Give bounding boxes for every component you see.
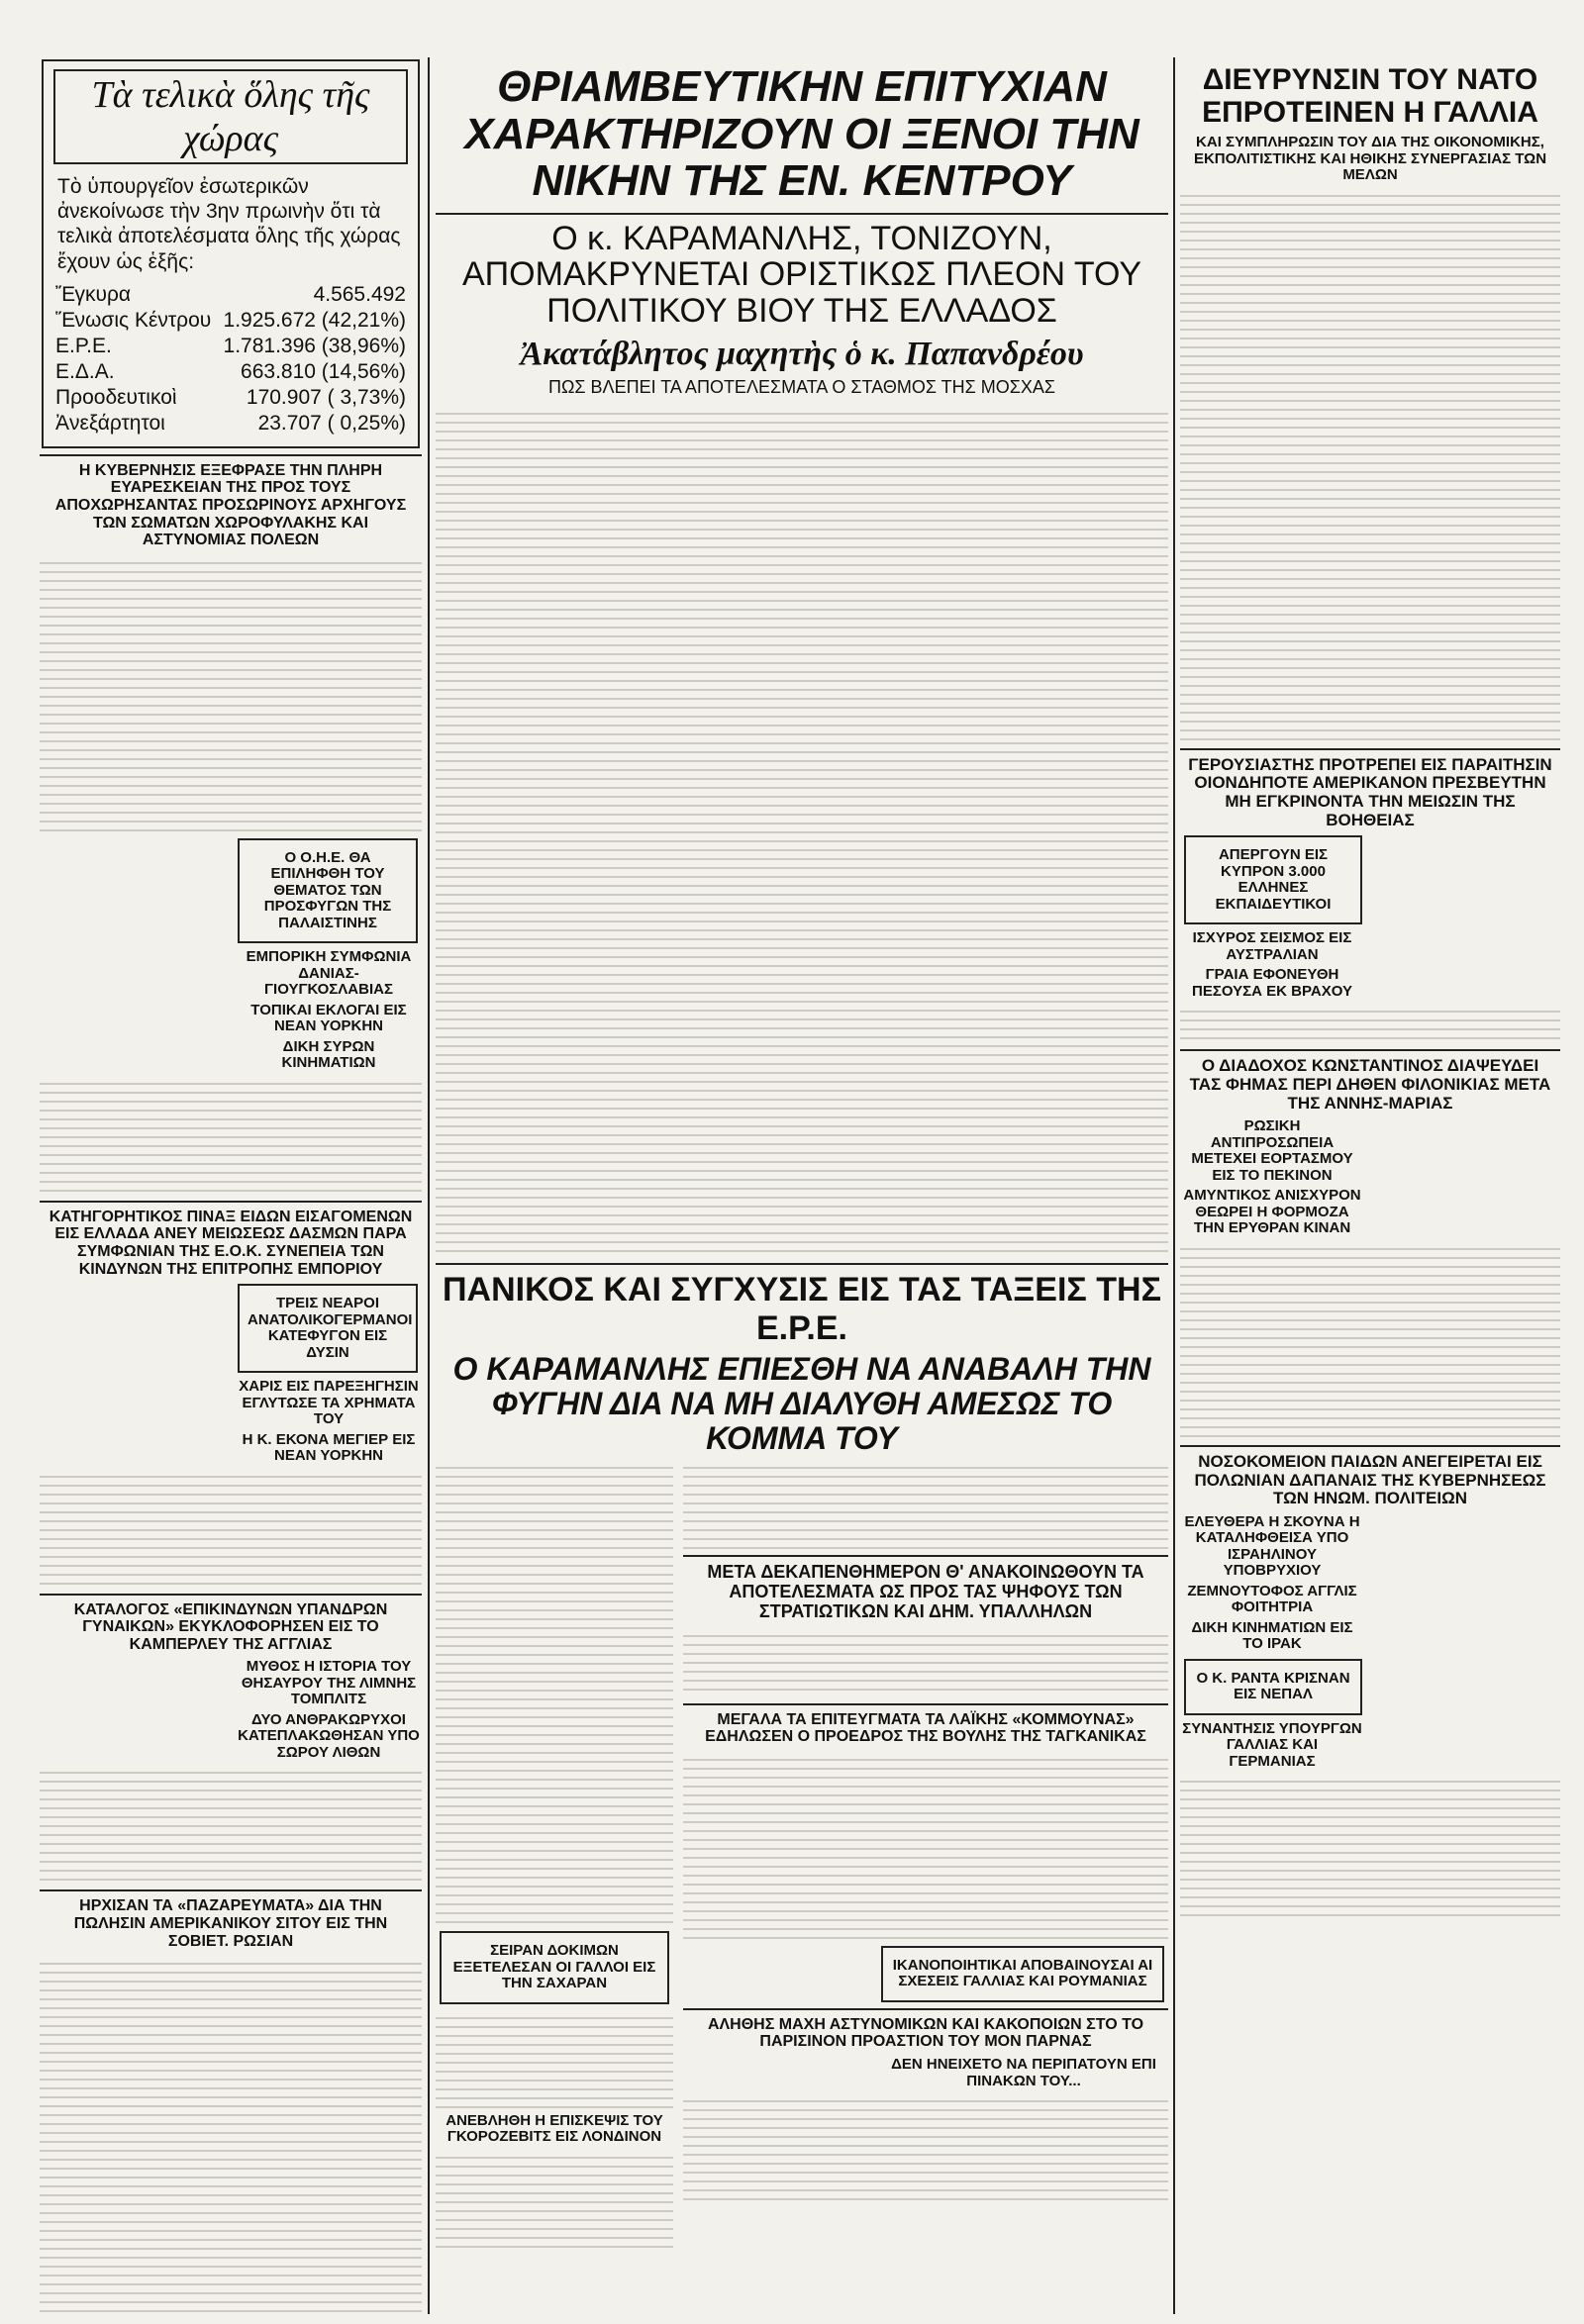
headline-oie: Ο Ο.Η.Ε. ΘΑ ΕΠΙΛΗΦΘΗ ΤΟΥ ΘΕΜΑΤΟΣ ΤΩΝ ΠΡΟΣΦΥΓΩΝ ΤΗΣ ΠΑΛΑΙΣΤΙΝΗΣ	[263, 848, 392, 931]
headline-ikanopoiitikai: ΙΚΑΝΟΠΟΙΗΤΙΚΑΙ ΑΠΟΒΑΙΝΟΥΣΑΙ ΑΙ ΣΧΕΣΕΙΣ ΓΑΛΛΙΑΣ ΚΑΙ ΡΟΥΜΑΝΙΑΣ	[892, 1956, 1153, 1990]
headline-parnas: ΑΛΗΘΗΣ ΜΑΧΗ ΑΣΤΥΝΟΜΙΚΩΝ ΚΑΙ ΚΑΚΟΠΟΙΩΝ ΣΤΟ ΤΟ ΠΑΡΙΣΙΝΟΝ ΠΡΟΑΣΤΙΟΝ ΤΟΥ ΜΟΝ ΠΑΡΝΑΣ	[707, 2015, 1144, 2051]
results-value: 663.810 (14,56%)	[241, 359, 406, 383]
box-oie	[238, 838, 418, 944]
right-column	[1180, 57, 1560, 2314]
box-treis	[238, 1284, 418, 1373]
results-intro: Τὸ ὑπουργεῖον ἐσωτερικῶν ἀνεκοίνωσε τὴν 3ην πρωινὴν ὅτι τὰ τελικὰ ἀποτελέσματα ὅλης τῆς χώρας ἔχουν ὡς ἑξῆς:	[57, 175, 401, 273]
headline-zemnoy: ΖΕΜΝΟΥΤΟΦΟΣ ΑΓΓΛΙΣ ΦΟΙΤΗΤΡΙΑ	[1187, 1582, 1357, 1616]
results-label: Ἔγκυρα	[55, 282, 132, 306]
headline-treis: ΤΡΕΙΣ ΝΕΑΡΟΙ ΑΝΑΤΟΛΙΚΟΓΕΡΜΑΝΟΙ ΚΑΤΕΦΥΓΟΝ ΕΙΣ ΔΥΣΙΝ	[248, 1295, 413, 1361]
article-body-placeholder	[683, 1628, 1168, 1697]
article-body-placeholder	[436, 406, 1168, 1257]
results-label: Ε.Ρ.Ε.	[55, 334, 112, 357]
mid-section	[436, 1460, 1168, 2249]
results-box	[42, 59, 420, 448]
divider	[436, 213, 1168, 215]
headline-mythos: ΜΥΘΟΣ Η ΙΣΤΟΡΙΑ ΤΟΥ ΘΗΣΑΥΡΟΥ ΤΗΣ ΛΙΜΝΗΣ ΤΟΜΠΛΙΤΣ	[241, 1658, 417, 1708]
headline-apergoun: ΑΠΕΡΓΟΥΝ ΕΙΣ ΚΥΠΡΟΝ 3.000 ΕΛΛΗΝΕΣ ΕΚΠΑΙΔΕΥΤΙΚΟΙ	[1215, 846, 1332, 913]
results-label: Προοδευτικοὶ	[55, 385, 177, 409]
results-row	[53, 359, 408, 385]
headline-amyntikos: ΑΜΥΝΤΙΚΟΣ ΑΝΙΣΧΥΡΟΝ ΘΕΩΡΕΙ Η ΦΟΡΜΟΖΑ ΤΗΝ ΕΡΥΘΡΑΝ ΚΙΝΑΝ	[1183, 1187, 1361, 1237]
results-row	[53, 385, 408, 411]
results-table	[53, 282, 408, 436]
results-value: 1.781.396 (38,96%)	[223, 334, 406, 357]
headline-randa: Ο Κ. ΡΑΝΤΑ ΚΡΙΣΝΑΝ ΕΙΣ ΝΕΠΑΛ	[1196, 1669, 1350, 1703]
mid-headline-2: Ο ΚΑΡΑΜΑΝΛΗΣ ΕΠΙΕΣΘΗ ΝΑ ΑΝΑΒΑΛΗ ΤΗΝ ΦΥΓΗΝ ΔΙΑ ΝΑ ΜΗ ΔΙΑΛΥΘΗ ΑΜΕΣΩΣ ΤΟ ΚΟΜΜΑ ΤΟΥ	[452, 1350, 1151, 1457]
center-column	[436, 57, 1168, 2314]
main-subhead: Ο κ. ΚΑΡΑΜΑΝΛΗΣ, ΤΟΝΙΖΟΥΝ, ΑΠΟΜΑΚΡΥΝΕΤΑΙ ΟΡΙΣΤΙΚΩΣ ΠΛΕΟΝ ΤΟΥ ΠΟΛΙΤΙΚΟΥ ΒΙΟΥ ΤΗΣ ΕΛΛΑΔΟΣ	[461, 219, 1142, 330]
mid-left-column	[436, 1460, 673, 2249]
divider	[40, 1889, 422, 1891]
left-column	[40, 59, 422, 2316]
headline-nosokomeion: ΝΟΣΟΚΟΜΕΙΟΝ ΠΑΙΔΩΝ ΑΝΕΓΕΙΡΕΤΑΙ ΕΙΣ ΠΟΛΩΝΙΑΝ ΔΑΠΑΝΑΙΣ ΤΗΣ ΚΥΒΕΡΝΗΣΕΩΣ ΤΩΝ ΗΝΩΜ. ΠΟΛΙΤΕΙΩΝ	[1194, 1451, 1546, 1508]
headline-eleythera: ΕΛΕΥΘΕΡΑ Η ΣΚΟΥΝΑ Η ΚΑΤΑΛΗΦΘΕΙΣΑ ΥΠΟ ΙΣΡΑΗΛΙΝΟΥ ΥΠΟΒΡΥΧΙΟΥ	[1184, 1512, 1360, 1580]
nato-headline: ΔΙΕΥΡΥΝΣΙΝ ΤΟΥ ΝΑΤΟ ΕΠΡΟΤΕΙΝΕΝ Η ΓΑΛΛΙΑ	[1202, 63, 1538, 129]
headline-isxyros: ΙΣΧΥΡΟΣ ΣΕΙΣΜΟΣ ΕΙΣ ΑΥΣΤΡΑΛΙΑΝ	[1192, 929, 1352, 963]
results-value: 1.925.672 (42,21%)	[223, 308, 406, 332]
article-body-placeholder	[1180, 1004, 1560, 1043]
divider	[40, 454, 422, 456]
article-body-placeholder	[1180, 1774, 1560, 1922]
article-body-placeholder	[40, 1956, 422, 2316]
headline-seiran: ΣΕΙΡΑΝ ΔΟΚΙΜΩΝ ΕΞΕΤΕΛΕΣΑΝ ΟΙ ΓΑΛΛΟΙ ΕΙΣ ΤΗΝ ΣΑΧΑΡΑΝ	[452, 1942, 656, 1992]
mid-right-column	[683, 1460, 1168, 2249]
article-body-placeholder	[436, 1460, 673, 1925]
headline-ekona: Η Κ. ΕΚΟΝΑ ΜΕΓΙΕΡ ΕΙΣ ΝΕΑΝ ΥΟΡΚΗΝ	[242, 1430, 416, 1465]
nato-subhead: ΚΑΙ ΣΥΜΠΛΗΡΩΣΙΝ ΤΟΥ ΔΙΑ ΤΗΣ ΟΙΚΟΝΟΜΙΚΗΣ, ΕΚΠΟΛΙΤΙΣΤΙΚΗΣ ΚΑΙ ΗΘΙΚΗΣ ΣΥΝΕΡΓΑΣΙΑΣ ΤΩΝ ΜΕΛΩΝ	[1193, 134, 1547, 183]
headline-xaris: ΧΑΡΙΣ ΕΙΣ ΠΑΡΕΞΗΓΗΣΙΝ ΕΓΛΥΤΩΣΕ ΤΑ ΧΡΗΜΑΤΑ ΤΟΥ	[239, 1378, 419, 1428]
results-row	[53, 282, 408, 308]
headline-den-ineixeto: ΔΕΝ ΗΝΕΙΧΕΤΟ ΝΑ ΠΕΡΙΠΑΤΟΥΝ ΕΠΙ ΠΙΝΑΚΩΝ ΤΟΥ...	[891, 2056, 1156, 2089]
headline-diki-irak: ΔΙΚΗ ΚΙΝΗΜΑΤΙΩΝ ΕΙΣ ΤΟ ΙΡΑΚ	[1191, 1618, 1353, 1653]
headline-topikai: ΤΟΠΙΚΑΙ ΕΚΛΟΓΑΙ ΕΙΣ ΝΕΑΝ ΥΟΡΚΗΝ	[250, 1001, 407, 1035]
headline-diki: ΔΙΚΗ ΣΥΡΩΝ ΚΙΝΗΜΑΤΙΩΝ	[281, 1037, 376, 1072]
results-label: Ἀνεξάρτητοι	[55, 411, 165, 435]
divider	[40, 1594, 422, 1596]
divider	[1180, 1049, 1560, 1051]
headline-irexian: ΗΡΧΙΣΑΝ ΤΑ «ΠΑΖΑΡΕΥΜΑΤΑ» ΔΙΑ ΤΗΝ ΠΩΛΗΣΙΝ ΑΜΕΡΙΚΑΝΙΚΟΥ ΣΙΤΟΥ ΕΙΣ ΤΗΝ ΣΟΒΙΕΤ. ΡΩΣΙΑΝ	[73, 1897, 388, 1950]
results-row	[53, 308, 408, 334]
article-body-placeholder	[1180, 1241, 1560, 1439]
headline-anevlithi: ΑΝΕΒΛΗΘΗ Η ΕΠΙΣΚΕΨΙΣ ΤΟΥ ΓΚΟΡΟΖΕΒΙΤΣ ΕΙΣ ΛΟΝΔΙΝΟΝ	[446, 2111, 663, 2146]
results-label: Ἕνωσις Κέντρου	[55, 308, 212, 332]
divider	[683, 1555, 1168, 1557]
article-body-placeholder	[436, 2010, 673, 2109]
main-headline: ΘΡΙΑΜΒΕΥΤΙΚΗΝ ΕΠΙΤΥΧΙΑΝ ΧΑΡΑΚΤΗΡΙΖΟΥΝ ΟΙ ΞΕΝΟΙ ΤΗΝ ΝΙΚΗΝ ΤΗΣ ΕΝ. ΚΕΝΤΡΟΥ	[464, 62, 1139, 206]
article-body-placeholder	[436, 2150, 673, 2249]
box-apergoun	[1184, 835, 1362, 924]
divider	[436, 1263, 1168, 1265]
headline-deka: ΜΕΤΑ ΔΕΚΑΠΕΝΘΗΜΕΡΟΝ Θ' ΑΝΑΚΟΙΝΩΘΟΥΝ ΤΑ ΑΠΟΤΕΛΕΣΜΑΤΑ ΩΣ ΠΡΟΣ ΤΑΣ ΨΗΦΟΥΣ ΤΩΝ ΣΤΡΑΤΙΩΤΙΚΩΝ ΚΑΙ ΔΗΜ. ΥΠΑΛΛΗΛΩΝ	[707, 1562, 1144, 1621]
article-body-placeholder	[40, 1469, 422, 1588]
article-body-placeholder	[683, 2093, 1168, 2202]
divider	[683, 1703, 1168, 1705]
results-row	[53, 411, 408, 436]
headline-katalogos: ΚΑΤΑΛΟΓΟΣ «ΕΠΙΚΙΝΔΥΝΩΝ ΥΠΑΝΔΡΩΝ ΓΥΝΑΙΚΩΝ» ΕΚΥΚΛΟΦΟΡΗΣΕΝ ΕΙΣ ΤΟ ΚΑΜΠΕΡΛΕΥ ΤΗΣ ΑΓΓΛΙΑΣ	[73, 1600, 388, 1653]
article-body-placeholder	[40, 1765, 422, 1884]
headline-kyvernisis: Η ΚΥΒΕΡΝΗΣΙΣ ΕΞΕΦΡΑΣΕ ΤΗΝ ΠΛΗΡΗ ΕΥΑΡΕΣΚΕΙΑΝ ΤΗΣ ΠΡΟΣ ΤΟΥΣ ΑΠΟΧΩΡΗΣΑΝΤΑΣ ΠΡΟΣΩΡΙΝΟΥΣ ΑΡΧΗΓΟΥΣ ΤΩΝ ΣΩΜΑΤΩΝ ΧΩΡΟΦΥΛΑΚΗΣ ΚΑΙ ΑΣΤΥΝΟΜΙΑΣ ΠΟΛΕΩΝ	[54, 461, 407, 549]
headline-katigoriti: ΚΑΤΗΓΟΡΗΤΙΚΟΣ ΠΙΝΑΞ ΕΙΔΩΝ ΕΙΣΑΓΟΜΕΝΩΝ ΕΙΣ ΕΛΛΑΔΑ ΑΝΕΥ ΜΕΙΩΣΕΩΣ ΔΑΣΜΩΝ ΠΑΡΑ ΣΥΜΦΩΝΙΑΝ ΤΗΣ Ε.Ο.Κ. ΣΥΝΕΠΕΙΑ ΤΩΝ ΚΙΝΔΥΝΩΝ ΤΗΣ ΕΠΙΤΡΟΠΗΣ ΕΜΠΟΡΙΟΥ	[49, 1208, 413, 1278]
results-value: 4.565.492	[313, 282, 406, 306]
moscow-headline: ΠΩΣ ΒΛΕΠΕΙ ΤΑ ΑΠΟΤΕΛΕΣΜΑΤΑ Ο ΣΤΑΘΜΟΣ ΤΗΣ ΜΟΣΧΑΣ	[547, 376, 1056, 397]
headline-rosiki: ΡΩΣΙΚΗ ΑΝΤΙΠΡΟΣΩΠΕΙΑ ΜΕΤΕΧΕΙ ΕΟΡΤΑΣΜΟΥ ΕΙΣ ΤΟ ΠΕΚΙΝΟΝ	[1191, 1117, 1353, 1184]
divider	[1180, 748, 1560, 750]
box-randa	[1184, 1659, 1362, 1715]
headline-synantisis: ΣΥΝΑΝΤΗΣΙΣ ΥΠΟΥΡΓΩΝ ΓΑΛΛΙΑΣ ΚΑΙ ΓΕΡΜΑΝΙΑΣ	[1182, 1719, 1362, 1770]
article-body-placeholder	[1180, 188, 1560, 742]
article-body-placeholder	[683, 1752, 1168, 1940]
headline-graia: ΓΡΑΙΑ ΕΦΟΝΕΥΘΗ ΠΕΣΟΥΣΑ ΕΚ ΒΡΑΧΟΥ	[1192, 966, 1352, 1000]
results-label: Ε.Δ.Α.	[55, 359, 115, 383]
column-rule	[1173, 57, 1175, 2314]
results-title: Τὰ τελικὰ ὅλης τῆς χώρας	[53, 69, 408, 164]
article-body-placeholder	[683, 1460, 1168, 1549]
headline-emporiki: ΕΜΠΟΡΙΚΗ ΣΥΜΦΩΝΙΑ ΔΑΝΙΑΣ-ΓΙΟΥΓΚΟΣΛΑΒΙΑΣ	[246, 948, 412, 999]
article-body-placeholder	[40, 1076, 422, 1195]
results-row	[53, 334, 408, 359]
results-value: 23.707 ( 0,25%)	[257, 411, 406, 435]
results-value: 170.907 ( 3,73%)	[246, 385, 406, 409]
mid-headline: ΠΑΝΙΚΟΣ ΚΑΙ ΣΥΓΧΥΣΙΣ ΕΙΣ ΤΑΣ ΤΑΞΕΙΣ ΤΗΣ Ε.Ρ.Ε.	[443, 1270, 1161, 1347]
divider	[40, 1201, 422, 1203]
article-body-placeholder	[40, 555, 422, 832]
divider	[1180, 1445, 1560, 1447]
headline-gerousiastis: ΓΕΡΟΥΣΙΑΣΤΗΣ ΠΡΟΤΡΕΠΕΙ ΕΙΣ ΠΑΡΑΙΤΗΣΙΝ ΟΙΟΝΔΗΠΟΤΕ ΑΜΕΡΙΚΑΝΟΝ ΠΡΕΣΒΕΥΤΗΝ ΜΗ ΕΓΚΡΙΝΟΝΤΑ ΤΗΝ ΜΕΙΩΣΙΝ ΤΗΣ ΒΟΗΘΕΙΑΣ	[1188, 754, 1552, 829]
divider	[683, 2008, 1168, 2010]
box-ikanopoiitikai	[881, 1946, 1164, 2002]
column-rule	[428, 57, 430, 2314]
headline-kommuna: ΜΕΓΑΛΑ ΤΑ ΕΠΙΤΕΥΓΜΑΤΑ ΤΑ ΛΑΪΚΗΣ «ΚΟΜΜΟΥΝΑΣ» ΕΔΗΛΩΣΕΝ Ο ΠΡΟΕΔΡΟΣ ΤΗΣ ΒΟΥΛΗΣ ΤΗΣ ΤΑΓΚΑΝΙΚΑΣ	[705, 1710, 1146, 1746]
headline-diadoxos: Ο ΔΙΑΔΟΧΟΣ ΚΩΝΣΤΑΝΤΙΝΟΣ ΔΙΑΨΕΥΔΕΙ ΤΑΣ ΦΗΜΑΣ ΠΕΡΙ ΔΗΘΕΝ ΦΙΛΟΝΙΚΙΑΣ ΜΕΤΑ ΤΗΣ ΑΝΝΗΣ-ΜΑΡΙΑΣ	[1189, 1056, 1551, 1113]
headline-dyo: ΔΥΟ ΑΝΘΡΑΚΩΡΥΧΟΙ ΚΑΤΕΠΛΑΚΩΘΗΣΑΝ ΥΠΟ ΣΩΡΟΥ ΛΙΘΩΝ	[238, 1710, 420, 1761]
main-tagline: Ἀκατάβλητος μαχητὴς ὁ κ. Παπανδρέου	[520, 335, 1084, 372]
box-seiran	[440, 1931, 669, 2004]
